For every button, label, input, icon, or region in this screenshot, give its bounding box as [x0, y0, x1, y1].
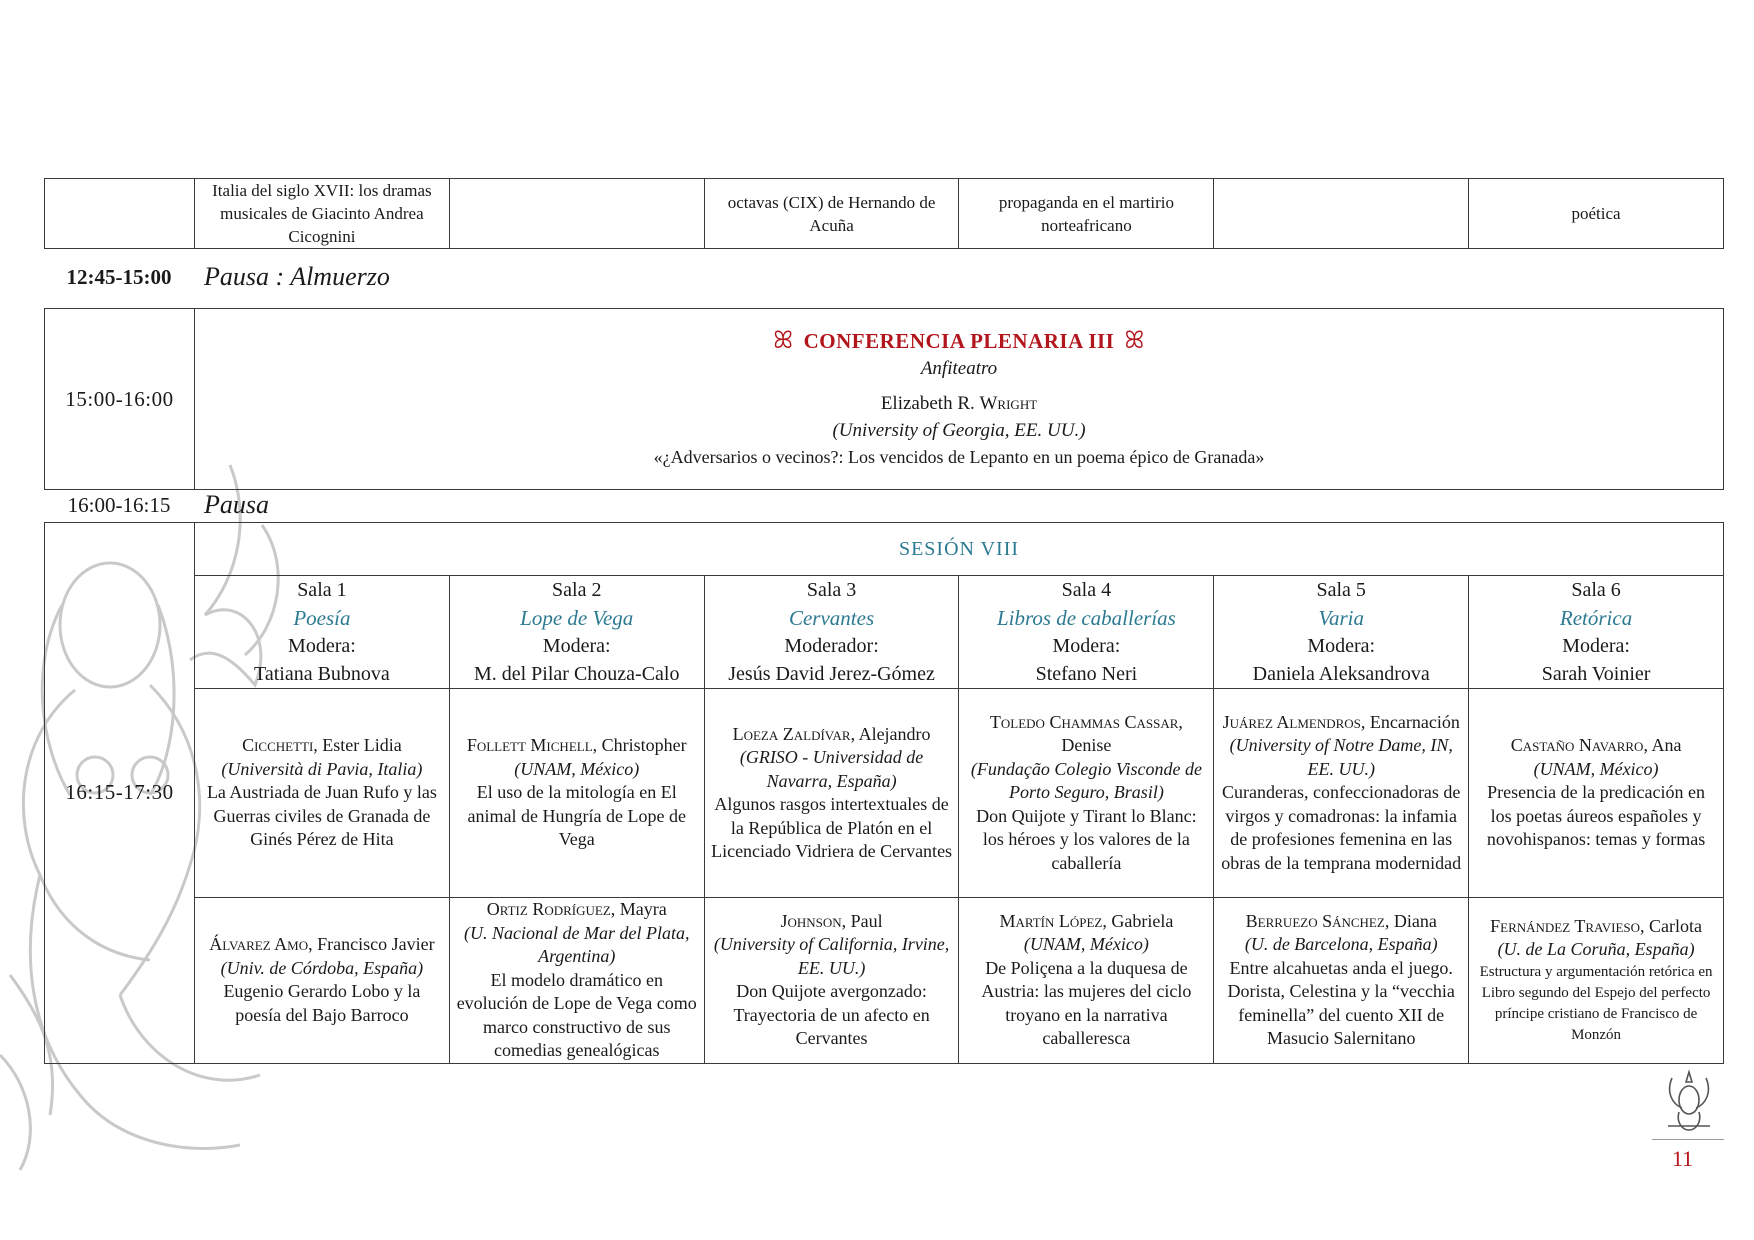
presentation-cell: [195, 898, 450, 1064]
presenter-surname: Fernández Travieso: [1490, 915, 1641, 936]
presenter-affiliation: (Fundação Colegio Visconde de Porto Seguro, Brasil): [970, 758, 1202, 803]
room-topic: Poesía: [293, 606, 351, 630]
short-break-time: 16:00-16:15: [67, 492, 171, 517]
presenter-surname: Follett Michell: [466, 735, 593, 756]
presentation-cell: [1469, 689, 1724, 898]
presenter-name: , Carlota: [1640, 915, 1702, 936]
room-name: Sala 2: [552, 579, 602, 601]
presenter-affiliation: (U. Nacional de Mar del Plata, Argentina): [464, 922, 690, 966]
presenter-name: , Encarnación: [1360, 711, 1460, 732]
presenter-affiliation: (GRISO - Universidad de Navarra, España): [739, 747, 924, 791]
continuation-cell-sala-1: Italia del siglo XVII: los dramas musicales de Giacinto Andrea Cicognini: [195, 179, 450, 249]
presenter-affiliation: (U. de La Coruña, España): [1497, 939, 1695, 960]
moderator-name: Tatiana Bubnova: [254, 663, 390, 685]
plenary-conference-table: [44, 308, 1724, 490]
room-name: Sala 3: [806, 579, 857, 601]
session-viii-table: [44, 522, 1724, 1064]
room-name: Sala 4: [1061, 579, 1112, 601]
presenter-surname: Toledo Chammas Cassar: [989, 711, 1179, 732]
moderator-name: Jesús David Jerez-Gómez: [728, 663, 935, 685]
presenter-name: , Diana: [1384, 910, 1437, 931]
moderator-role: Modera:: [1562, 635, 1630, 657]
plenary-talk-title: «¿Adversarios o vecinos?: Los vencidos de Lepanto en un poema épico de Granada»: [653, 446, 1265, 467]
presentation-title: Curanderas, confeccionadoras de virgos y comadronas: la infamia de profesiones femenina en las obras de la temprana modernidad: [1221, 782, 1462, 873]
moderator-role: Modera:: [1052, 635, 1121, 657]
room-topic: Cervantes: [788, 606, 875, 630]
short-break-label: Pausa: [204, 490, 269, 519]
presentation-row-2: [45, 898, 1724, 1064]
plenary-title: CONFERENCIA PLENARIA III: [803, 328, 1115, 353]
presenter-surname: Álvarez Amo: [209, 934, 309, 955]
lunch-break-label: Pausa : Almuerzo: [204, 262, 390, 291]
room-header-row: [45, 576, 1724, 689]
presenter-affiliation: (UNAM, México): [514, 758, 640, 779]
presenter-surname: Juárez Almendros: [1222, 711, 1361, 732]
presenter-affiliation: (University of Notre Dame, IN, EE. UU.): [1229, 735, 1453, 779]
presenter-name: , Denise: [1061, 711, 1183, 756]
presenter-surname: Loeza Zaldívar: [732, 723, 851, 744]
moderator-role: Modera:: [288, 635, 356, 657]
presenter-surname: Ortiz Rodríguez: [486, 899, 611, 919]
room-name: Sala 1: [297, 579, 347, 601]
presenter-affiliation: (UNAM, México): [1533, 758, 1659, 779]
presenter-affiliation: (Univ. de Córdoba, España): [220, 957, 424, 978]
ornament-left-icon: ꕤ: [773, 327, 794, 354]
speaker-first-name: Elizabeth R.: [880, 392, 980, 414]
plenary-time: 15:00-16:00: [45, 309, 195, 490]
presenter-name: , Francisco Javier: [308, 934, 435, 955]
presenter-name: , Ana: [1643, 735, 1682, 756]
short-break-row: [44, 490, 1724, 520]
plenary-heading: [201, 328, 1717, 355]
continuation-row: [45, 179, 1724, 249]
presentation-title: Eugenio Gerardo Lobo y la poesía del Bajo Barroco: [223, 981, 421, 1025]
presenter-name: , Ester Lidia: [313, 735, 402, 756]
moderator-role: Modera:: [542, 635, 611, 657]
speaker-surname: Wright: [979, 392, 1038, 414]
room-topic: Retórica: [1559, 606, 1633, 630]
presentation-title: Presencia de la predicación en los poetas áureos españoles y novohispanos: temas y formas: [1486, 782, 1706, 850]
presenter-name: , Mayra: [610, 899, 667, 919]
room-header: [1469, 576, 1724, 689]
continuation-cell-sala-5: [1214, 179, 1469, 249]
ornament-right-icon: ꕤ: [1124, 327, 1145, 354]
presentation-cell: [1214, 689, 1469, 898]
presentation-cell: [959, 898, 1214, 1064]
plenary-speaker: [201, 390, 1717, 417]
presentation-cell: [449, 898, 704, 1064]
presenter-affiliation: (UNAM, México): [1023, 934, 1149, 955]
presentation-cell: [449, 689, 704, 898]
lunch-break-time: 12:45-15:00: [66, 264, 172, 289]
crest-logo-icon: [1662, 1068, 1716, 1134]
presenter-affiliation: (University of California, Irvine, EE. UU.): [713, 934, 950, 978]
session-title: SESIÓN VIII: [195, 523, 1724, 576]
presenter-name: , Alejandro: [850, 723, 931, 744]
presenter-affiliation: (U. de Barcelona, España): [1244, 934, 1438, 955]
time-cell-empty: [45, 179, 195, 249]
room-header: [195, 576, 450, 689]
room-header: [449, 576, 704, 689]
moderator-name: Daniela Aleksandrova: [1252, 663, 1430, 685]
presentation-cell: [704, 689, 959, 898]
presenter-surname: Cicchetti: [242, 735, 314, 756]
presenter-surname: Berruezo Sánchez: [1245, 910, 1385, 931]
moderator-name: Sarah Voinier: [1541, 663, 1651, 685]
presentation-title: Entre alcahuetas anda el juego. Dorista, Celestina y la “vecchia feminella” del cuento XII de Masucio Salernitano: [1227, 957, 1455, 1049]
room-topic: Lope de Vega: [520, 606, 634, 630]
previous-session-continuation-table: [44, 178, 1724, 249]
presentation-title: De Poliçena a la duquesa de Austria: las mujeres del ciclo troyano en la narrativa caballeresca: [981, 957, 1192, 1049]
presenter-surname: Johnson: [780, 910, 842, 931]
page-number: 11: [1672, 1146, 1694, 1171]
presentation-cell: [704, 898, 959, 1064]
session-time: 16:15-17:30: [45, 523, 195, 1064]
presentation-cell: [1214, 898, 1469, 1064]
room-topic: Varia: [1318, 606, 1364, 630]
presentation-title: La Austriada de Juan Rufo y las Guerras civiles de Granada de Ginés Pérez de Hita: [206, 782, 437, 850]
continuation-cell-sala-6: poética: [1469, 179, 1724, 249]
presentation-row-1: [45, 689, 1724, 898]
plenary-details: [195, 309, 1724, 490]
room-header: [1214, 576, 1469, 689]
moderator-role: Modera:: [1307, 635, 1376, 657]
presenter-surname: Martín López: [999, 910, 1103, 931]
presentation-title: Algunos rasgos intertextuales de la República de Platón en el Licenciado Vidriera de Cervantes: [711, 794, 953, 861]
page-number-rule: [1652, 1139, 1724, 1140]
continuation-cell-sala-2: [449, 179, 704, 249]
presentation-cell: [1469, 898, 1724, 1064]
presentation-title: Don Quijote avergonzado: Trayectoria de un afecto en Cervantes: [733, 981, 930, 1049]
plenary-venue: Anfiteatro: [920, 357, 998, 379]
presenter-surname: Castaño Navarro: [1510, 735, 1644, 756]
presentation-cell: [959, 689, 1214, 898]
moderator-name: Stefano Neri: [1035, 663, 1138, 685]
presenter-name: , Paul: [841, 910, 883, 931]
presentation-title: Don Quijote y Tirant lo Blanc: los héroes y los valores de la caballería: [976, 805, 1197, 873]
continuation-cell-sala-4: propaganda en el martirio norteafricano: [959, 179, 1214, 249]
room-header: [959, 576, 1214, 689]
lunch-break-row: [44, 262, 1724, 292]
moderator-role: Moderador:: [784, 635, 879, 657]
presentation-title: Estructura y argumentación retórica en Libro segundo del Espejo del perfecto príncipe cristiano de Francisco de Monzón: [1479, 963, 1713, 1043]
presenter-name: , Christopher: [592, 735, 687, 756]
room-name: Sala 5: [1316, 579, 1366, 601]
presenter-name: , Gabriela: [1102, 910, 1174, 931]
moderator-name: M. del Pilar Chouza-Calo: [473, 663, 680, 685]
room-topic: Libros de caballerías: [996, 606, 1176, 630]
presenter-affiliation: (Università di Pavia, Italia): [221, 758, 423, 779]
room-name: Sala 6: [1571, 579, 1621, 601]
room-header: [704, 576, 959, 689]
presentation-title: El modelo dramático en evolución de Lope de Vega como marco constructivo de sus comedias genealógicas: [456, 969, 697, 1060]
presentation-cell: [195, 689, 450, 898]
presentation-title: El uso de la mitología en El animal de Hungría de Lope de Vega: [467, 782, 686, 850]
continuation-cell-sala-3: octavas (CIX) de Hernando de Acuña: [704, 179, 959, 249]
plenary-affiliation: (University of Georgia, EE. UU.): [832, 419, 1086, 441]
